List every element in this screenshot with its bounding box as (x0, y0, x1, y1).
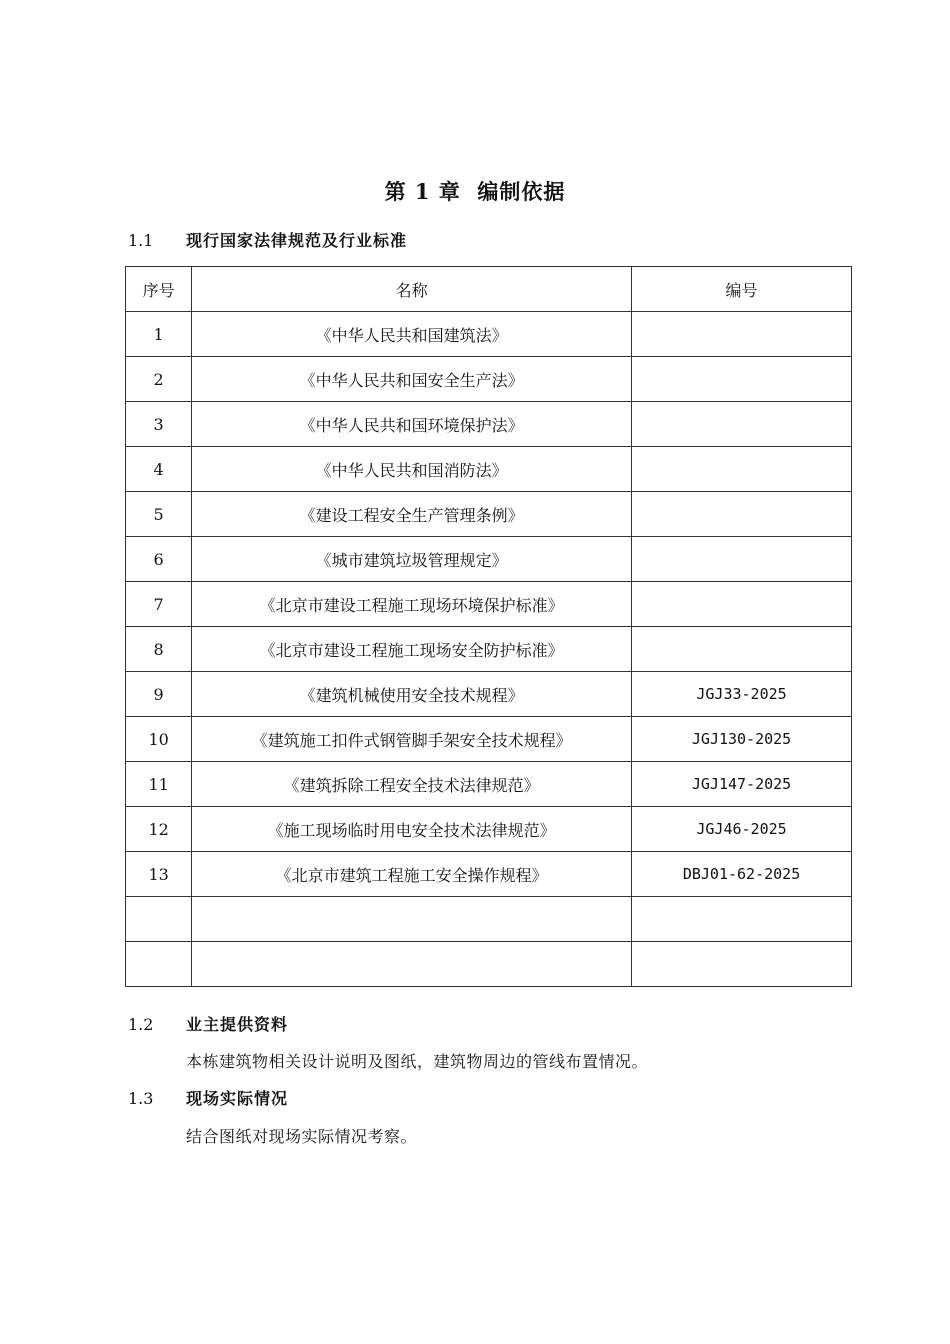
table-row (126, 717, 852, 762)
row-name: 《建筑机械使用安全技术规程》 (192, 672, 632, 717)
standards-table (125, 266, 852, 987)
row-code (632, 312, 852, 357)
table-row (126, 312, 852, 357)
row-name (192, 897, 632, 942)
table-row (126, 492, 852, 537)
row-serial: 12 (126, 807, 192, 852)
row-code (632, 492, 852, 537)
row-name: 《城市建筑垃圾管理规定》 (192, 537, 632, 582)
row-code: JGJ147-2025 (632, 762, 852, 807)
table-row (126, 852, 852, 897)
row-name: 《中华人民共和国建筑法》 (192, 312, 632, 357)
header-name: 名称 (192, 267, 632, 312)
section-title: 业主提供资料 (186, 1015, 289, 1034)
row-serial: 13 (126, 852, 192, 897)
row-serial: 2 (126, 357, 192, 402)
row-code (632, 942, 852, 987)
table-row (126, 672, 852, 717)
header-code: 编号 (632, 267, 852, 312)
row-serial: 5 (126, 492, 192, 537)
section-title: 现场实际情况 (186, 1089, 289, 1108)
row-name (192, 942, 632, 987)
row-name: 《建设工程安全生产管理条例》 (192, 492, 632, 537)
row-code (632, 627, 852, 672)
row-serial: 7 (126, 582, 192, 627)
table-row-empty (126, 942, 852, 987)
row-code (632, 357, 852, 402)
row-code: JGJ33-2025 (632, 672, 852, 717)
section-heading-1-2 (128, 1014, 288, 1036)
row-name: 《中华人民共和国安全生产法》 (192, 357, 632, 402)
row-code (632, 897, 852, 942)
row-name: 《中华人民共和国消防法》 (192, 447, 632, 492)
table-row (126, 627, 852, 672)
row-serial (126, 897, 192, 942)
section-number: 1.1 (128, 231, 154, 250)
section-body-1-3: 结合图纸对现场实际情况考察。 (186, 1127, 418, 1146)
table-row (126, 582, 852, 627)
section-number: 1.3 (128, 1089, 154, 1108)
row-code: DBJ01-62-2025 (632, 852, 852, 897)
table-row (126, 357, 852, 402)
row-code (632, 447, 852, 492)
header-serial: 序号 (126, 267, 192, 312)
row-serial: 3 (126, 402, 192, 447)
chapter-title: 第 1 章 编制依据 (384, 179, 566, 204)
row-serial: 9 (126, 672, 192, 717)
table-row (126, 537, 852, 582)
row-serial: 6 (126, 537, 192, 582)
row-name: 《北京市建筑工程施工安全操作规程》 (192, 852, 632, 897)
section-title: 现行国家法律规范及行业标准 (186, 231, 408, 250)
table-row-empty (126, 897, 852, 942)
row-serial: 8 (126, 627, 192, 672)
row-serial (126, 942, 192, 987)
table-row (126, 447, 852, 492)
row-code (632, 402, 852, 447)
row-name: 《建筑施工扣件式钢管脚手架安全技术规程》 (192, 717, 632, 762)
row-name: 《建筑拆除工程安全技术法律规范》 (192, 762, 632, 807)
row-code (632, 582, 852, 627)
row-serial: 4 (126, 447, 192, 492)
row-code (632, 537, 852, 582)
section-heading-1-1 (128, 230, 407, 252)
row-code: JGJ46-2025 (632, 807, 852, 852)
row-serial: 1 (126, 312, 192, 357)
table-header-row (126, 267, 852, 312)
row-name: 《施工现场临时用电安全技术法律规范》 (192, 807, 632, 852)
row-name: 《北京市建设工程施工现场安全防护标准》 (192, 627, 632, 672)
section-body-1-2: 本栋建筑物相关设计说明及图纸，建筑物周边的管线布置情况。 (186, 1052, 649, 1071)
row-code: JGJ130-2025 (632, 717, 852, 762)
row-serial: 10 (126, 717, 192, 762)
table-row (126, 762, 852, 807)
row-serial: 11 (126, 762, 192, 807)
section-number: 1.2 (128, 1015, 154, 1034)
row-name: 《中华人民共和国环境保护法》 (192, 402, 632, 447)
table-row (126, 807, 852, 852)
section-heading-1-3 (128, 1088, 288, 1110)
row-name: 《北京市建设工程施工现场环境保护标准》 (192, 582, 632, 627)
table-row (126, 402, 852, 447)
